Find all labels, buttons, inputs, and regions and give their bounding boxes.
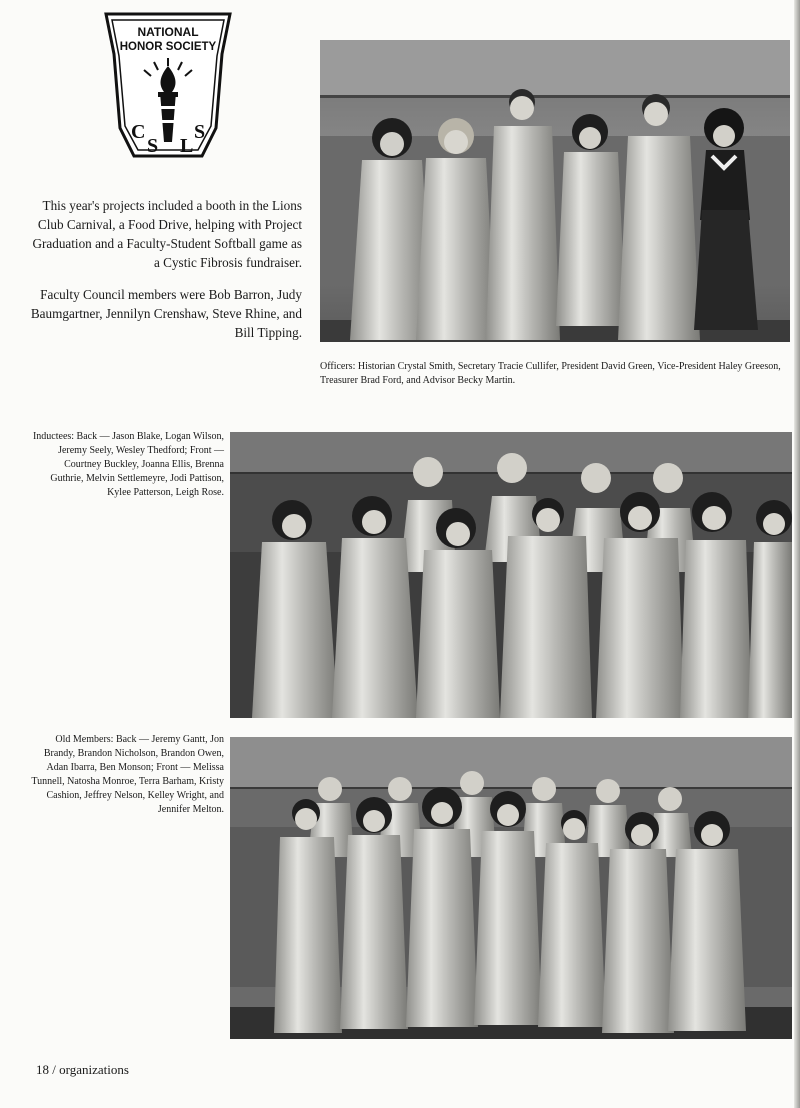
intro-paragraph-projects: This year's projects included a booth in the Lions Club Carnival, a Food Drive, helping with Project Graduation and a Faculty-Student Softball game as a Cystic Fibrosis fundraiser. [32, 198, 302, 270]
logo-line2: HONOR SOCIETY [119, 41, 217, 53]
logo-letter-l: L [180, 135, 194, 157]
logo-letter-s1: S [147, 135, 159, 157]
logo-letter-c: C [131, 121, 146, 143]
officers-photo [320, 40, 790, 342]
old-members-photo [230, 737, 792, 1039]
inductees-caption: Inductees: Back — Jason Blake, Logan Wilson, Jeremy Seely, Wesley Thedford; Front — Courtney Buckley, Joanna Ellis, Brenna Guthrie, Melvin Settlemeyre, Jodi Pattison, Kylee Patterson, Leigh Rose. [32, 431, 224, 498]
page-binding-edge [794, 0, 800, 1108]
national-honor-society-logo [98, 10, 238, 160]
keystone-torch-icon [98, 10, 238, 160]
logo-line1: NATIONAL [137, 25, 199, 39]
inductees-photo [230, 432, 792, 718]
page-footer-label: 18 / organizations [36, 1062, 129, 1077]
logo-letter-s2: S [194, 121, 206, 143]
intro-paragraph-faculty: Faculty Council members were Bob Barron, Judy Baumgartner, Jennilyn Crenshaw, Steve Rhine, and Bill Tipping. [30, 287, 302, 340]
officers-caption: Officers: Historian Crystal Smith, Secretary Tracie Cullifer, President David Green, Vice-President Haley Greeson, Treasurer Brad Ford, and Advisor Becky Martin. [320, 361, 781, 386]
old-members-caption: Old Members: Back — Jeremy Gantt, Jon Brandy, Brandon Nicholson, Brandon Owen, Adan Ibarra, Ben Monson; Front — Melissa Tunnell, Natosha Monroe, Terra Barham, Kristy Cashion, Jeffrey Nelson, Kelley Wright, and Jennifer Melton. [31, 734, 224, 815]
